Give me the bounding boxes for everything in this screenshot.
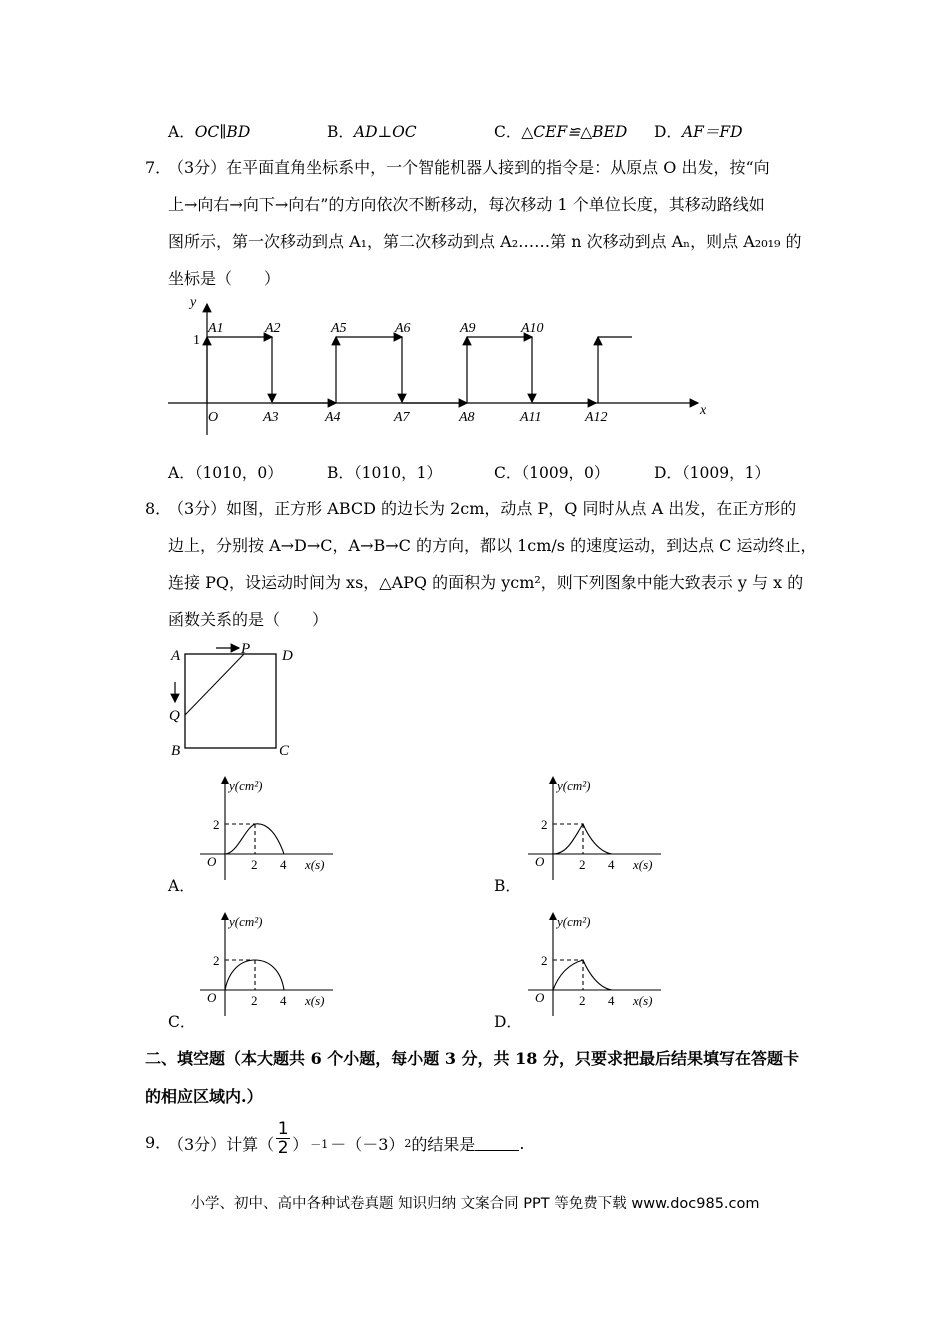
y-tick-2: 2 [213,953,220,968]
q9-number: 9． [145,1133,172,1152]
q9-exp1: －1 [310,1137,329,1151]
a1-label: A1 [208,321,224,336]
section2-heading-line1: 二、填空题（本大题共 6 个小题，每小题 3 分，共 18 分，只要求把最后结果填写在答题卡 [145,1049,799,1068]
x-tick-2: 2 [251,857,258,872]
x-axis-label: x(s) [305,857,325,872]
y-axis-label: y(cm²) [557,914,591,929]
q9-end: . [519,1134,525,1153]
x-tick-4: 4 [280,857,287,872]
q7-robot-path-figure [160,290,730,440]
q8-line1: （3分）如图，正方形 ABCD 的边长为 2cm，动点 P，Q 同时从点 A 出发，在正方形的 [168,499,797,518]
a12-label: A12 [585,410,608,425]
label-q: Q [169,708,180,724]
q7-option-b: B．（1010，1） [327,464,442,482]
q7-line1: （3分）在平面直角坐标系中，一个智能机器人接到的指令是：从原点 O 出发，按“向 [168,158,770,177]
q6-option-a: A．OC∥BD [168,123,251,141]
q7-line2: 上→向右→向下→向右”的方向依次不断移动，每次移动 1 个单位长度，其移动路线如 [168,195,765,214]
origin-label: O [208,410,219,425]
q9-frac-num: 1 [277,1119,289,1139]
q9-text [168,1119,525,1158]
q7-line3: 图所示，第一次移动到点 A₁，第二次移动到点 A₂……第 n 次移动到点 Aₙ，则点 A₂₀₁₉ 的 [168,232,802,251]
a11-label: A11 [520,410,542,425]
origin-label: O [535,854,545,869]
q8-option-a: A． [168,877,195,895]
graph-d [523,908,668,1018]
a3-label: A3 [263,410,279,425]
label-b: B [171,743,181,759]
a2-label: A2 [265,321,281,336]
graph-a [195,772,340,882]
label-d: D [282,648,293,664]
a7-label: A7 [394,410,410,425]
y-tick-2: 2 [213,817,220,832]
x-axis-label: x(s) [633,993,653,1008]
q9-suffix2: 的结果是 [411,1135,476,1154]
y-axis-label: y(cm²) [229,914,263,929]
x-tick-4: 4 [608,993,615,1008]
section2-heading-line2: 的相应区域内.） [145,1087,263,1106]
label-c: C [279,743,290,759]
a4-label: A4 [325,410,341,425]
x-label: x [700,403,707,418]
q9-mid: －（－3） [330,1135,405,1154]
q6-option-d: D．AF＝FD [654,123,743,141]
origin-label: O [535,990,545,1005]
q8-line2: 边上，分别按 A→D→C，A→B→C 的方向，都以 1cm/s 的速度运动，到达点 C 运动终止， [168,536,817,555]
page-footer: 小学、初中、高中各种试卷真题 知识归纳 文案合同 PPT 等免费下载 www.doc985.com [190,1196,760,1212]
q8-option-c: C． [168,1013,196,1031]
x-tick-2: 2 [579,993,586,1008]
q9-exp2: 2 [404,1137,412,1150]
x-tick-4: 4 [608,857,615,872]
q6-option-c: C．△CEF≌△BED [494,123,628,141]
q8-square-figure [165,638,305,760]
x-tick-4: 4 [280,993,287,1008]
q9-prefix: （3分）计算（ [168,1135,275,1154]
a8-label: A8 [459,410,475,425]
a9-label: A9 [460,321,476,336]
graph-b [523,772,668,882]
q7-option-a: A．（1010，0） [168,464,283,482]
q9-answer-blank[interactable] [475,1136,519,1151]
x-tick-2: 2 [251,993,258,1008]
label-a: A [171,648,181,664]
x-tick-2: 2 [579,857,586,872]
q9-suffix1: ） [292,1135,309,1154]
y-label: y [190,295,197,310]
q9-frac-den: 2 [277,1138,289,1158]
q6-option-b: B．AD⊥OC [327,123,417,141]
a10-label: A10 [521,321,544,336]
y-tick-2: 2 [541,953,548,968]
q8-number: 8． [145,499,172,518]
q8-line3: 连接 PQ，设运动时间为 xs，△APQ 的面积为 ycm²，则下列图象中能大致表示 y 与 x 的 [168,573,804,592]
a5-label: A5 [331,321,347,336]
q8-option-b: B． [494,877,521,895]
one-label: 1 [193,333,200,348]
a6-label: A6 [395,321,411,336]
q7-number: 7． [145,158,172,177]
y-axis-label: y(cm²) [557,778,591,793]
origin-label: O [207,990,217,1005]
label-p: P [241,641,251,657]
q7-option-d: D．（1009，1） [654,464,770,482]
q8-option-d: D． [494,1013,522,1031]
origin-label: O [207,854,217,869]
q9-fraction [276,1120,290,1157]
x-axis-label: x(s) [633,857,653,872]
y-axis-label: y(cm²) [229,778,263,793]
q8-line4: 函数关系的是（ ） [168,610,329,629]
graph-c [195,908,340,1018]
q7-option-c: C．（1009，0） [494,464,610,482]
x-axis-label: x(s) [305,993,325,1008]
q7-line4: 坐标是（ ） [168,269,281,288]
segment-pq [185,654,244,715]
y-tick-2: 2 [541,817,548,832]
